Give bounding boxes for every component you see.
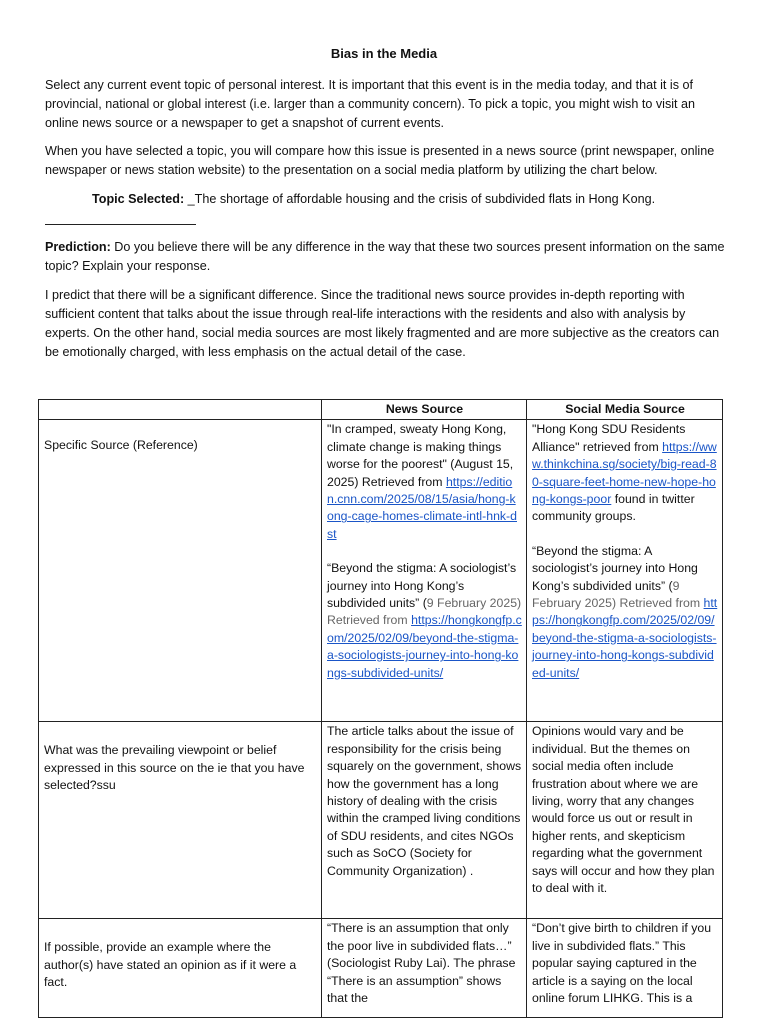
table-row: [39, 722, 723, 919]
table-row: [39, 919, 723, 1018]
header-empty: [39, 400, 322, 420]
news-ref2-link[interactable]: https://hongkongfp.com/2025/02/09/beyond-the-stigma-a-sociologists-journey-into-hong-kongs-subdivided-units/: [327, 613, 522, 680]
compare-paragraph: When you have selected a topic, you will compare how this issue is presented in a news source (print newspaper, online newspaper or news station website) to the presentation on a social media platform by utilizing the chart below.: [45, 144, 715, 177]
topic-value: _The shortage of affordable housing and the crisis of subdivided flats in Hong Kong.: [187, 192, 656, 206]
table-header-row: [39, 400, 723, 420]
spacer: [532, 526, 718, 543]
news-viewpoint: The article talks about the issue of responsibility for the crisis being squarely on the government, shows how the government has a long history of dealing with the crisis within the cramped living conditions of SDU residents, and cites NGOs such as SoCO (Society for Community Organization) .: [322, 722, 527, 919]
social-viewpoint: Opinions would vary and be individual. But the themes on social media often include frustration about where we are living, worry that any changes would force us out or result in higher rents, and skepticism regarding what the government says will occur and how they plan to deal with it.: [527, 722, 723, 919]
social-ref2-date: 9 February 2025) Retrieved from: [532, 578, 704, 611]
news-opinion-example: “There is an assumption that only the poor live in subdivided flats…” (Sociologist Ruby Lai). The phrase “There is an assumption” shows that the: [322, 919, 527, 1018]
row-label-opinion-as-fact: If possible, provide an example where the author(s) have stated an opinion as if it were a fact.: [39, 919, 322, 1018]
social-ref2-link[interactable]: https://hongkongfp.com/2025/02/09/beyond-the-stigma-a-sociologists-journey-into-hong-kongs-subdivided-units/: [532, 596, 718, 680]
news-source-references: [322, 420, 527, 722]
social-ref1-after: found in twitter community groups.: [532, 492, 695, 524]
social-ref2-text: “Beyond the stigma: A sociologist’s journey into Hong Kong’s subdivided units” (: [532, 543, 698, 593]
row-label-specific-source: Specific Source (Reference): [39, 420, 322, 722]
social-ref1-link[interactable]: https://www.thinkchina.sg/society/big-read-80-square-feet-home-new-hope-hong-kongs-poor: [532, 439, 717, 507]
comparison-table: [38, 399, 723, 1018]
topic-label: Topic Selected:: [92, 192, 185, 206]
spacer: [327, 543, 522, 560]
social-source-references: [527, 420, 723, 722]
document-title: Bias in the Media: [330, 46, 438, 61]
news-ref1-link[interactable]: https://edition.cnn.com/2025/08/15/asia/hong-kong-cage-homes-climate-intl-hnk-dst: [327, 474, 517, 541]
prediction-label: Prediction:: [45, 240, 111, 254]
header-news-source: News Source: [322, 400, 527, 420]
topic-selected: [92, 190, 655, 209]
prediction-question: Do you believe there will be any difference in the way that these two sources present information on the same topic? Explain your response.: [45, 240, 725, 273]
row-label-viewpoint: What was the prevailing viewpoint or belief expressed in this source on the ie that you have selected?ssu: [39, 722, 322, 919]
intro-paragraph: Select any current event topic of personal interest. It is important that this event is in the media today, and that it is of provincial, national or global interest (i.e. larger than a community concern). To pick a topic, you might wish to visit an online news source or a newspaper to get a snapshot of current events.: [45, 78, 696, 130]
news-ref1-text: "In cramped, sweaty Hong Kong, climate change is making things worse for the poorest" (August 15, 2025) Retrieved from: [327, 422, 514, 489]
blank-underline: [45, 224, 196, 225]
news-ref2-text: “Beyond the stigma: A sociologist’s journey into Hong Kong’s subdivided units” (: [327, 561, 517, 611]
news-ref2-date: 9 February 2025) Retrieved from: [327, 596, 522, 628]
header-social-media-source: Social Media Source: [527, 400, 723, 420]
social-opinion-example: “Don’t give birth to children if you live in subdivided flats.” This popular saying captured in the article is a saying on the local online forum LIHKG. This is a: [527, 919, 723, 1018]
prediction-paragraph: [45, 238, 725, 276]
table-row: [39, 420, 723, 722]
prediction-answer: I predict that there will be a significant difference. Since the traditional news source provides in-depth reporting with sufficient content that talks about the issue through real-life interactions with the residents and also with analysis by experts. On the other hand, social media sources are most likely fragmented and are more subjective as the creators can be emotionally charged, with less emphasis on the actual detail of the case.: [45, 288, 720, 359]
social-ref1-text: "Hong Kong SDU Residents Alliance" retrieved from: [532, 422, 686, 454]
